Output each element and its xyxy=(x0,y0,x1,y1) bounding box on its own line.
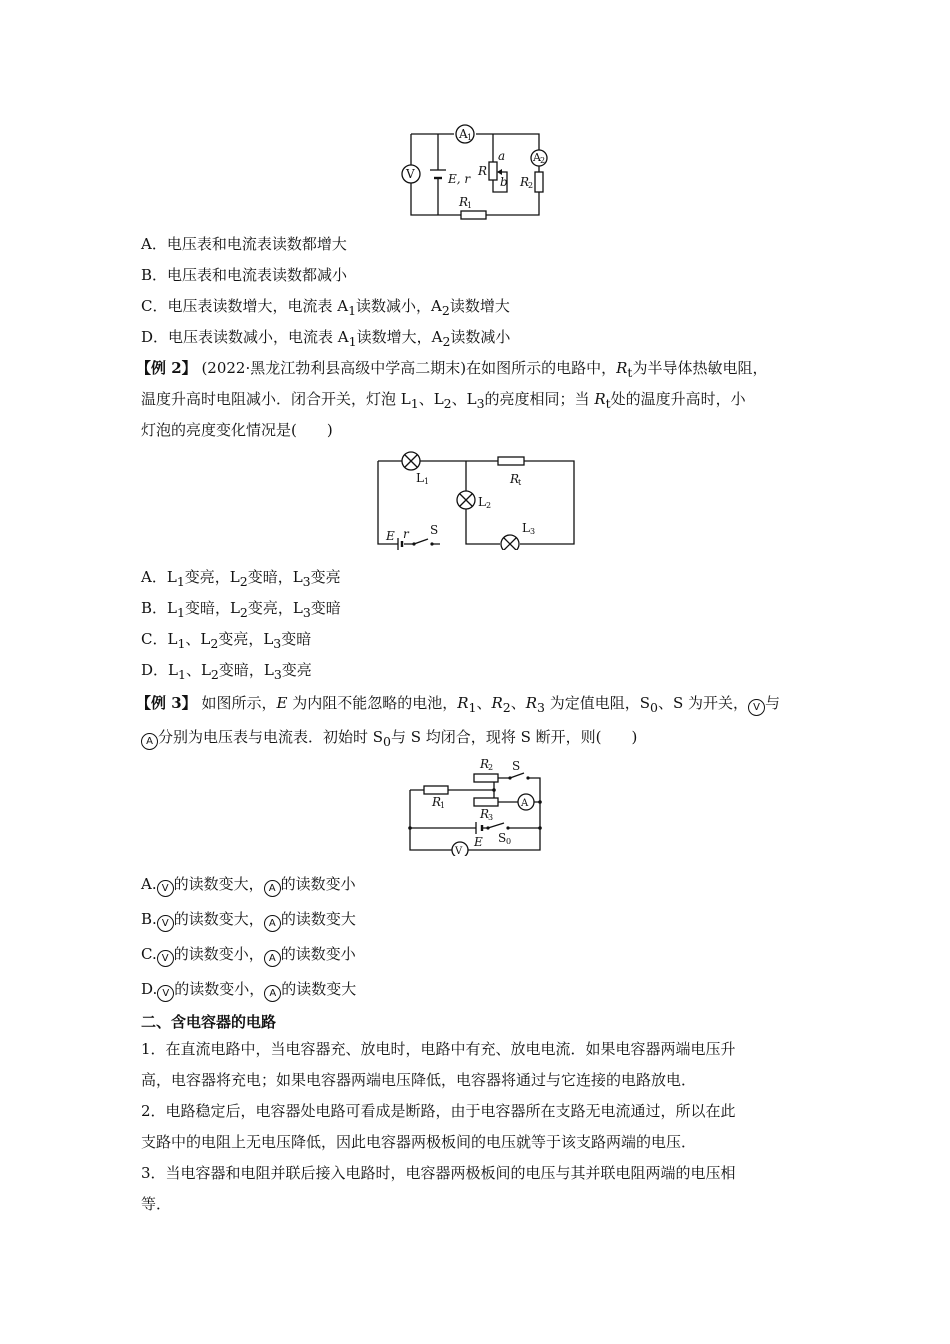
ex3-option-b: B. V 的读数变大， A 的读数变大 xyxy=(141,909,356,932)
svg-text:1: 1 xyxy=(424,477,430,486)
section-title: 二、含电容器的电路 xyxy=(141,1013,277,1031)
switch-s-label: S xyxy=(430,523,439,537)
battery-r-label: r xyxy=(403,527,409,541)
battery-e-label: E xyxy=(474,835,483,849)
ammeter-a1-sub: 1 xyxy=(467,133,473,142)
terminal-b-label: b xyxy=(500,175,508,189)
circuit-figure-2 xyxy=(372,450,578,550)
ammeter-icon: A xyxy=(264,880,281,897)
ammeter-icon: A xyxy=(264,950,281,967)
ammeter-label: A xyxy=(521,798,529,809)
ex2-option-a: A．$L_1$变亮，$L_2$变暗，$L_3$变亮 xyxy=(141,568,341,589)
ammeter-a2-label: A xyxy=(533,151,541,164)
ex2-option-b: B．$L_1$变暗，$L_2$变亮，$L_3$变暗 xyxy=(141,599,341,620)
ex3-option-d: D. V 的读数变小， A 的读数变大 xyxy=(141,979,356,1002)
thermistor-label: R xyxy=(510,472,520,486)
svg-text:2: 2 xyxy=(486,501,492,510)
svg-text:3: 3 xyxy=(530,527,536,536)
ex2-option-c: C．$L_1$、$L_2$变亮，$L_3$变暗 xyxy=(141,630,312,651)
section2-p1-line2: 高，电容器将充电；如果电容器两端电压降低，电容器将通过与它连接的电路放电． xyxy=(141,1071,697,1089)
resistor-r3-label: R xyxy=(480,807,490,821)
ex2-option-d: D．$L_1$、$L_2$变暗，$L_3$变亮 xyxy=(141,661,312,682)
switch-s-label: S xyxy=(512,759,521,773)
ex3-line-1: 【例 3】 如图所示，E 为内阻不能忽略的电池，$R_1$、$R_2$、$R_3$ 为定值电阻，$S_0$、S 为开关， V 与 xyxy=(136,694,781,715)
voltmeter-label: V xyxy=(406,167,415,181)
resistor-r2-label: R xyxy=(520,175,530,189)
switch-s0-label: S xyxy=(498,831,507,845)
circuit-figure-1 xyxy=(396,122,556,222)
ex2-line-2: 温度升高时电阻减小．闭合开关，灯泡 $L_1$、$L_2$、$L_3$的亮度相同；当 $R_t$处的温度升高时，小 xyxy=(141,390,746,411)
resistor-r1-sub: 1 xyxy=(467,201,473,210)
terminal-a-label: a xyxy=(498,149,506,163)
voltmeter-icon: V xyxy=(157,880,174,897)
svg-text:2: 2 xyxy=(488,763,494,772)
voltmeter-label: V xyxy=(455,846,463,856)
ex3-option-a: A. V 的读数变大， A 的读数变小 xyxy=(141,874,356,897)
section2-p2-line1: 2．电路稳定后，电容器处电路可看成是断路，由于电容器所在支路无电流通过，所以在此 xyxy=(141,1102,736,1120)
rheostat-label: R xyxy=(478,164,488,178)
resistor-r1-label: R xyxy=(459,195,469,209)
svg-text:3: 3 xyxy=(488,813,494,822)
q1-option-b: B．电压表和电流表读数都减小 xyxy=(141,266,348,284)
lamp-l2-label: L xyxy=(478,495,486,509)
ex2-line-1: 【例 2】 (2022·黑龙江勃利县高级中学高二期末)在如图所示的电路中，$R_t$为半导体热敏电阻， xyxy=(136,359,768,380)
resistor-r2-sub: 2 xyxy=(528,181,534,190)
ammeter-symbol: A xyxy=(141,733,158,750)
voltmeter-symbol: V xyxy=(748,699,765,716)
ammeter-icon: A xyxy=(264,985,281,1002)
ammeter-a2-sub: 2 xyxy=(540,156,546,165)
section2-p1-line1: 1．在直流电路中，当电容器充、放电时，电路中有充、放电电流．如果电容器两端电压升 xyxy=(141,1040,736,1058)
voltmeter-icon: V xyxy=(157,985,174,1002)
svg-text:t: t xyxy=(518,478,522,487)
section2-p2-line2: 支路中的电阻上无电压降低，因此电容器两极板间的电压就等于该支路两端的电压． xyxy=(141,1133,697,1151)
ex2-tag: 【例 2】 xyxy=(136,359,197,377)
ammeter-icon: A xyxy=(264,915,281,932)
q1-option-d: D．电压表读数减小，电流表 $A_1$读数增大，$A_2$读数减小 xyxy=(141,328,511,349)
ex2-source: (2022·黑龙江勃利县高级中学高二期末) xyxy=(201,359,467,377)
lamp-l3-label: L xyxy=(522,521,530,535)
battery-e-label: E xyxy=(386,529,395,543)
battery-label: E, r xyxy=(448,172,471,186)
ammeter-a1-label: A xyxy=(459,127,468,141)
circuit-figure-3 xyxy=(404,754,548,856)
ex3-option-c: C. V 的读数变小， A 的读数变小 xyxy=(141,944,356,967)
svg-text:1: 1 xyxy=(440,801,446,810)
voltmeter-icon: V xyxy=(157,950,174,967)
q1-option-c: C．电压表读数增大，电流表 $A_1$读数减小，$A_2$读数增大 xyxy=(141,297,510,318)
section2-p3-line2: 等． xyxy=(141,1195,172,1213)
voltmeter-icon: V xyxy=(157,915,174,932)
q1-option-a: A．电压表和电流表读数都增大 xyxy=(141,235,347,253)
ex3-tag: 【例 3】 xyxy=(136,694,197,712)
ex2-line-3: 灯泡的亮度变化情况是( ) xyxy=(141,421,333,439)
section2-p3-line1: 3．当电容器和电阻并联后接入电路时，电容器两极板间的电压与其并联电阻两端的电压相 xyxy=(141,1164,736,1182)
resistor-r1-label: R xyxy=(432,795,442,809)
resistor-r2-label: R xyxy=(480,757,490,771)
lamp-l1-label: L xyxy=(416,471,424,485)
ex3-line-2: A 分别为电压表与电流表．初始时 $S_0$与 S 均闭合，现将 S 断开，则( ) xyxy=(141,727,637,752)
svg-text:0: 0 xyxy=(506,837,512,846)
